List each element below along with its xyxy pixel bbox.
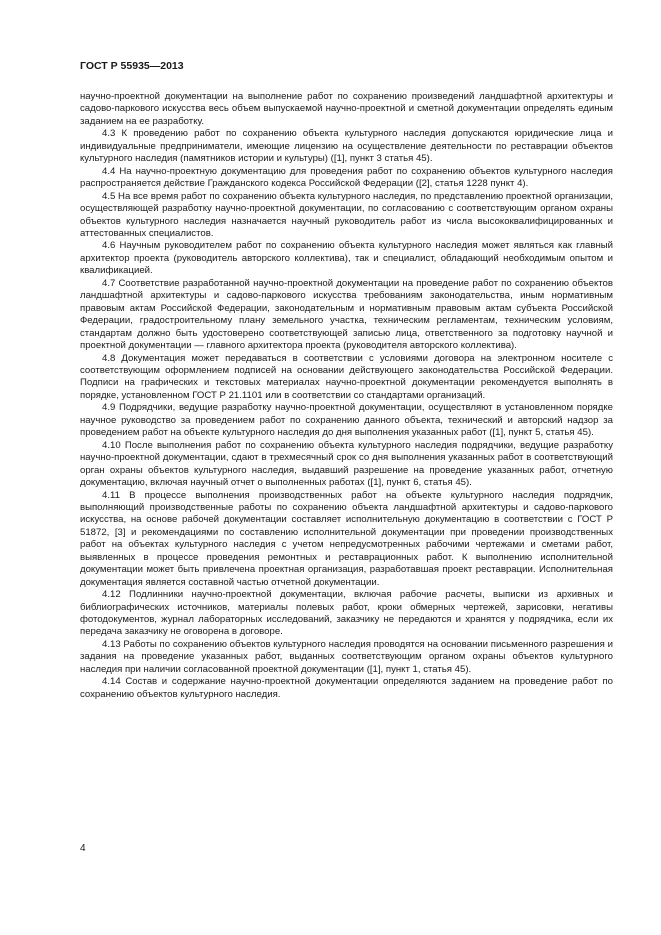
page-number: 4 (80, 843, 86, 854)
document-body (80, 91, 613, 701)
paragraph-4-6: 4.6 Научным руководителем работ по сохранению объекта культурного наследия может являться как главный архитектор проекта (руководитель авторского коллектива), так и специалист, обладающий необходимым опытом и квалификацией. (80, 240, 613, 277)
paragraph-4-14: 4.14 Состав и содержание научно-проектной документации определяются заданием на проведение работ по сохранению объектов культурного наследия. (80, 676, 613, 700)
paragraph-4-3: 4.3 К проведению работ по сохранению объекта культурного наследия допускаются юридические лица и индивидуальные предприниматели, имеющие лицензию на осуществление деятельности по реставрации объектов культурного наследия (памятников истории и культуры) ([1], пункт 3 статья 45). (80, 128, 613, 165)
paragraph-4-5: 4.5 На все время работ по сохранению объекта культурного наследия, по представлению проектной организации, осуществляющей разработку научно-проектной документации, по согласованию с соответствующим органом охраны объектов культурного наследия назначается научный руководитель работ из числа высококвалифицированных и аттестованных специалистов. (80, 190, 613, 239)
paragraph-4-10: 4.10 После выполнения работ по сохранению объекта культурного наследия подрядчики, ведущие разработку научно-проектной документации, сдают в трехмесячный срок со дня выполнения указанных работ в соответствующий орган охраны объектов культурного наследия, выдавший разрешение на проведение указанных работ, отчетную документацию, включая научный отчет о выполненных работах ([1], пункт 6, статья 45). (80, 439, 613, 489)
paragraph-4-11: 4.11 В процессе выполнения производственных работ на объекте культурного наследия подрядчик, выполняющий производственные работы по сохранению объекта ландшафтной архитектуры и садово-паркового искусства, на основе рабочей документации составляет исполнительную документацию в соответствии с ГОСТ Р 51872, [3] и рекомендациями по составлению исполнительной документации при проведении производственных работ на объектах культурного наследия с учетом непредусмотренных рабочими чертежами и сметами работ, выявленных в процессе проведения ремонтных и реставрационных работ. К выполнению исполнительной документации может быть привлечена проектная организация, разработавшая проект реставрации. Исполнительная документация является составной частью отчетной документации. (80, 489, 613, 588)
page (80, 60, 613, 701)
paragraph-4-7: 4.7 Соответствие разработанной научно-проектной документации на проведение работ по сохранению объектов ландшафтной архитектуры и садово-паркового искусства требованиям законодательства, иным нормативным правовым актам Российской Федерации, законодательным и нормативным правовым актам субъекта Российской Федерации, градостроительному плану земельного участка, техническим регламентам, техническим условиям, стандартам должно быть удостоверено соответствующей записью лица, ответственного за подготовку научной и проектной документации — главного архитектора проекта (руководителя авторского коллектива). (80, 277, 613, 352)
paragraph-continuation: научно-проектной документации на выполнение работ по сохранению произведений ландшафтной архитектуры и садово-паркового искусства весь объем выпускаемой научно-проектной и сметной документации определять единым заданием на ее разработку. (80, 91, 613, 127)
paragraph-4-13: 4.13 Работы по сохранению объектов культурного наследия проводятся на основании письменного разрешения и задания на проведение указанных работ, выданных соответствующим органом охраны объектов культурного наследия при наличии согласованной проектной документации ([1], пункт 1, статья 45). (80, 638, 613, 675)
document-header: ГОСТ Р 55935—2013 (80, 60, 184, 72)
paragraph-4-8: 4.8 Документация может передаваться в соответствии с условиями договора на электронном носителе с соответствующим оформлением подписей на основании действующего законодательства Российской Федерации. Подписи на графических и текстовых материалах научно-проектной документации рекомендуется выполнять в порядке, установленном ГОСТ Р 21.1101 или в соответствии со стандартами организаций. (80, 352, 613, 401)
paragraph-4-12: 4.12 Подлинники научно-проектной документации, включая рабочие расчеты, выписки из архивных и библиографических источников, материалы полевых работ, кроки обмерных чертежей, зарисовки, негативы фотодокументов, журнал лабораторных исследований, заказчику не передаются и хранятся у подрядчика, если их передача заказчику не оговорена в договоре. (80, 589, 613, 638)
paragraph-4-9: 4.9 Подрядчики, ведущие разработку научно-проектной документации, осуществляют в установленном порядке научное руководство за проведением работ по сохранению данного объекта, технический и авторский надзор за проведением работ на объекте культурного наследия до дня выполнения указанных работ ([1], пункт 5, статья 45). (80, 402, 613, 439)
paragraph-4-4: 4.4 На научно-проектную документацию для проведения работ по сохранению объектов культурного наследия распространяется действие Гражданского кодекса Российской Федерации ([2], статья 1228 пункт 4). (80, 165, 613, 190)
